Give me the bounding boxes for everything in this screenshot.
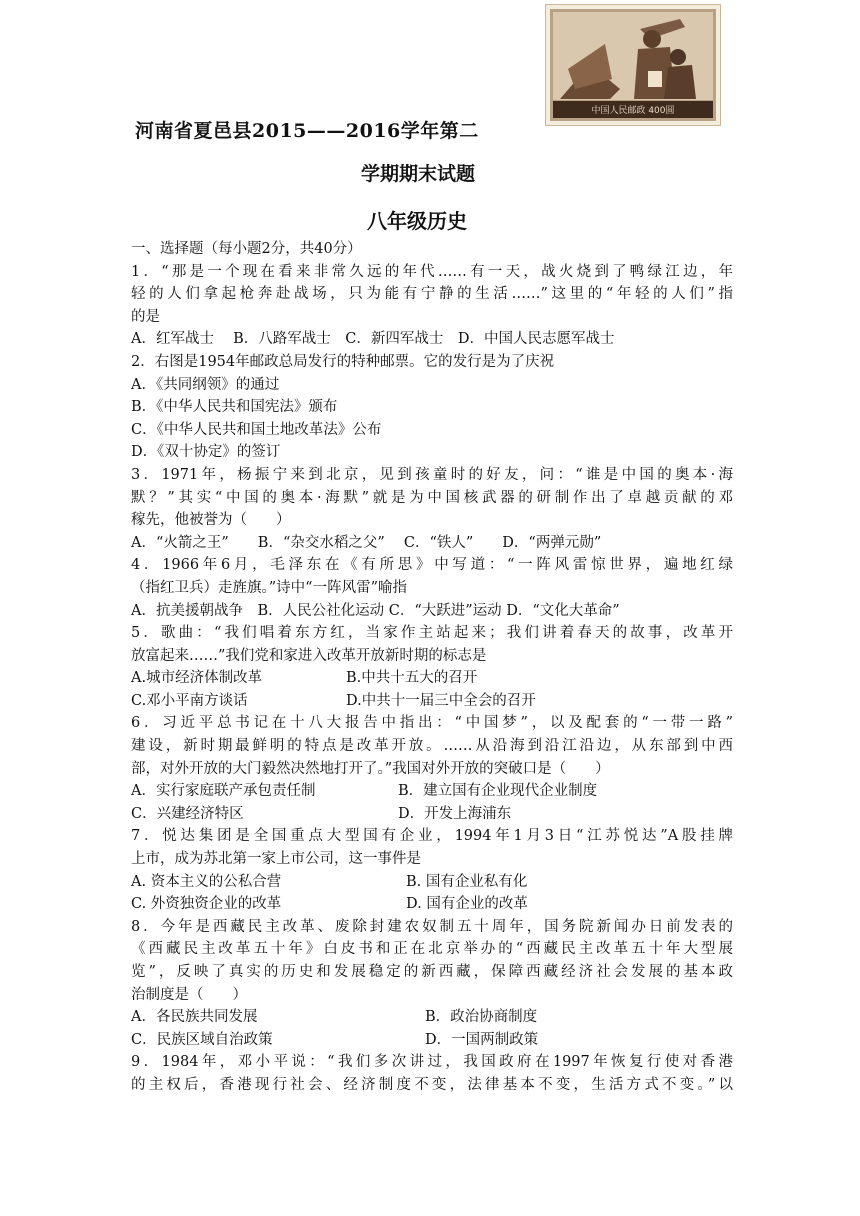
q5-option-a: A.城市经济体制改革 bbox=[131, 670, 263, 687]
q8-option-d: D．一国两制政策 bbox=[425, 1031, 539, 1048]
question-6 bbox=[131, 712, 733, 825]
q8-line4: 治制度是（ ） bbox=[131, 986, 247, 1003]
question-9 bbox=[131, 1051, 733, 1096]
exam-body bbox=[131, 238, 733, 1097]
q4-options: A．抗美援朝战争 B．人民公社化运动 C．“大跃进”运动 D．“文化大革命” bbox=[131, 602, 620, 619]
q2-line1: 2．右图是1954年邮政总局发行的特种邮票。它的发行是为了庆祝 bbox=[131, 353, 555, 370]
q3-line1: 3．1971年，杨振宁来到北京，见到孩童时的好友，问：“谁是中国的奥本·海 bbox=[131, 466, 733, 483]
q7-options-cd bbox=[131, 893, 733, 916]
q6-option-d: D．开发上海浦东 bbox=[398, 805, 512, 822]
exam-title-line2: 学期期末试题 bbox=[361, 163, 476, 185]
question-8 bbox=[131, 916, 733, 1052]
q1-line3: 的是 bbox=[131, 308, 160, 325]
q2-option-b: B．《中华人民共和国宪法》颁布 bbox=[131, 399, 338, 416]
q2-option-c: C．《中华人民共和国土地改革法》公布 bbox=[131, 421, 382, 438]
q7-option-c: C. 外资独资企业的改革 bbox=[131, 896, 282, 913]
q2-option-d: D．《双十协定》的签订 bbox=[131, 444, 281, 461]
question-5 bbox=[131, 622, 733, 712]
q7-option-b: B. 国有企业私有化 bbox=[406, 873, 528, 890]
q3-line2: 默？”其实“中国的奥本·海默”就是为中国核武器的研制作出了卓越贡献的邓 bbox=[131, 489, 733, 506]
q8-line1: 8．今年是西藏民主改革、废除封建农奴制五十周年，国务院新闻办日前发表的 bbox=[131, 918, 733, 935]
q6-option-c: C．兴建经济特区 bbox=[131, 805, 244, 822]
q8-options-cd bbox=[131, 1029, 733, 1052]
q7-option-a: A. 资本主义的公私合营 bbox=[131, 873, 282, 890]
q7-option-d: D. 国有企业的改革 bbox=[406, 896, 528, 913]
q6-option-a: A．实行家庭联产承包责任制 bbox=[131, 783, 316, 800]
q7-line1: 7．悦达集团是全国重点大型国有企业，1994年1月3日“江苏悦达”A股挂牌 bbox=[131, 828, 733, 845]
q5-option-b: B.中共十五大的召开 bbox=[346, 670, 478, 687]
q2-option-a: A．《共同纲领》的通过 bbox=[131, 376, 280, 393]
q8-option-b: B．政治协商制度 bbox=[425, 1009, 538, 1026]
q6-line2: 建设，新时期最鲜明的特点是改革开放。……从沿海到沿江沿边，从东部到中西 bbox=[131, 738, 733, 755]
question-3 bbox=[131, 464, 733, 554]
question-2 bbox=[131, 351, 733, 464]
q7-line2: 上市，成为苏北第一家上市公司，这一事件是 bbox=[131, 851, 421, 868]
q1-line1: 1．“那是一个现在看来非常久远的年代……有一天，战火烧到了鸭绿江边，年 bbox=[131, 263, 733, 280]
q4-line2: （指红卫兵）走旌旗。”诗中“一阵风雷”喻指 bbox=[131, 579, 407, 596]
q3-options: A．“火箭之王” B．“杂交水稻之父” C．“铁人” D．“两弹元勋” bbox=[131, 534, 602, 551]
q5-options-cd bbox=[131, 690, 733, 713]
q8-option-c: C．民族区域自治政策 bbox=[131, 1031, 273, 1048]
section-heading: 一、选择题（每小题2分，共40分） bbox=[131, 241, 362, 257]
q5-option-d: D.中共十一届三中全会的召开 bbox=[346, 692, 536, 709]
q5-options-ab bbox=[131, 667, 733, 690]
q5-line1: 5．歌曲：“我们唱着东方红，当家作主站起来；我们讲着春天的故事，改革开 bbox=[131, 625, 733, 642]
q8-option-a: A．各民族共同发展 bbox=[131, 1009, 258, 1026]
stamp-caption: 中国人民邮政 400圆 bbox=[591, 106, 675, 116]
stamp-image bbox=[545, 4, 721, 126]
q5-option-c: C.邓小平南方谈话 bbox=[131, 692, 248, 709]
question-4 bbox=[131, 554, 733, 622]
question-1 bbox=[131, 261, 733, 351]
q1-line2: 轻的人们拿起枪奔赴战场，只为能有宁静的生活……”这里的“年轻的人们”指 bbox=[131, 286, 733, 303]
q8-line2: 《西藏民主改革五十年》白皮书和正在北京举办的“西藏民主改革五十年大型展 bbox=[131, 941, 733, 958]
q8-line3: 览”，反映了真实的历史和发展稳定的新西藏，保障西藏经济社会发展的基本政 bbox=[131, 964, 733, 980]
exam-title-line1: 河南省夏邑县2015——2016学年第二 bbox=[135, 120, 479, 142]
exam-subject: 八年级历史 bbox=[367, 209, 467, 233]
q6-option-b: B．建立国有企业现代企业制度 bbox=[398, 783, 598, 800]
stamp-illustration bbox=[550, 9, 716, 121]
q6-line1: 6．习近平总书记在十八大报告中指出：“中国梦”，以及配套的“一带一路” bbox=[131, 715, 733, 732]
q5-line2: 放富起来……”我们党和家进入改革开放新时期的标志是 bbox=[131, 647, 487, 664]
q7-options-ab bbox=[131, 871, 733, 894]
q4-line1: 4．1966年6月，毛泽东在《有所思》中写道：“一阵风雷惊世界，遍地红绿 bbox=[131, 557, 733, 574]
q6-options-ab bbox=[131, 780, 733, 803]
q9-line2: 的主权后，香港现行社会、经济制度不变，法律基本不变，生活方式不变。”以 bbox=[131, 1076, 733, 1093]
q3-line3: 稼先，他被誉为（ ） bbox=[131, 512, 291, 529]
question-7 bbox=[131, 825, 733, 915]
q9-line1: 9．1984年，邓小平说：“我们多次讲过，我国政府在1997年恢复行使对香港 bbox=[131, 1054, 733, 1071]
q6-options-cd bbox=[131, 803, 733, 826]
q6-line3: 部，对外开放的大门毅然决然地打开了。”我国对外开放的突破口是（ ） bbox=[131, 760, 610, 777]
q1-options: A．红军战士 B．八路军战士 C．新四军战士 D．中国人民志愿军战士 bbox=[131, 331, 615, 348]
q8-options-ab bbox=[131, 1006, 733, 1029]
